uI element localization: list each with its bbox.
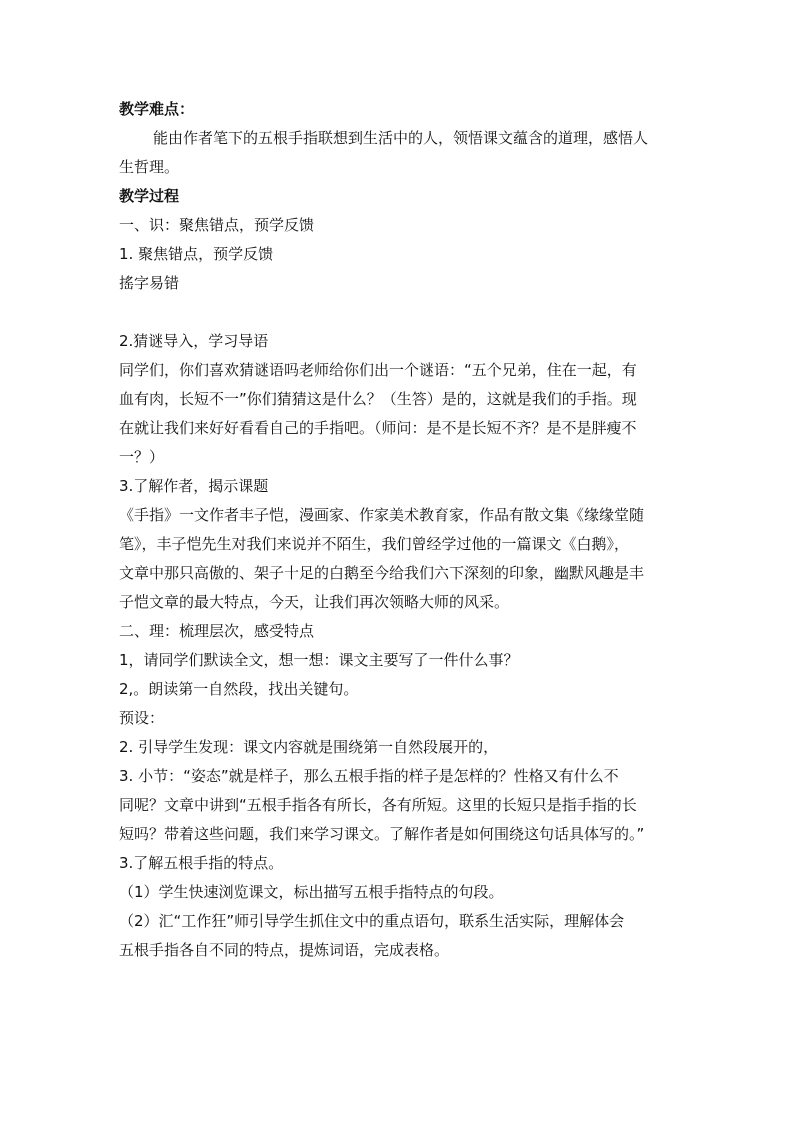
paragraph-line: 能由作者笔下的五根手指联想到生活中的人，领悟课文蕴含的道理，感悟人	[153, 129, 649, 147]
heading-teaching-difficulty: 教学难点：	[119, 100, 195, 118]
paragraph-line: 五根手指各自不同的特点，提炼词语，完成表格。	[119, 941, 450, 959]
paragraph-line: 文章中那只高傲的、架子十足的白鹅至今给我们六下深刻的印象，幽默风趣是丰	[119, 564, 645, 582]
section-heading: 一、识：聚焦错点，预学反馈	[119, 216, 315, 234]
paragraph-line: 搖字易错	[119, 274, 180, 292]
paragraph-line: 一？）	[119, 448, 165, 466]
paragraph-line: 笔》，丰子恺先生对我们来说并不陌生，我们曾经学过他的一篇课文《白鹅》，	[119, 535, 630, 553]
paragraph-line: 同学们，你们喜欢猜谜语吗老师给你们出一个谜语：“五个兄弟，住在一起，有	[119, 361, 637, 379]
document-page	[119, 95, 679, 965]
subsection-heading: 3.了解作者，揭示课题	[119, 477, 269, 495]
subsection-heading: 2.猜谜导入，学习导语	[119, 332, 269, 350]
paragraph-line: 生哲理。	[119, 158, 180, 176]
paragraph-line: 短吗？带着这些问题，我们来学习课文。了解作者是如何围绕这句话具体写的。”	[119, 825, 645, 843]
paragraph-line: 2. 引导学生发现：课文内容就是围绕第一自然段展开的，	[119, 738, 499, 756]
paragraph-line: 同呢？文章中讲到“五根手指各有所长，各有所短。这里的长短只是指手指的长	[119, 796, 637, 814]
paragraph-line: 子恺文章的最大特点，今天，让我们再次领略大师的风采。	[119, 593, 510, 611]
paragraph-line: 《手指》一文作者丰子恺，漫画家、作家美术教育家，作品有散文集《缘缘堂随	[119, 506, 645, 524]
paragraph-line: （1）学生快速浏览课文，标出描写五根手指特点的句段。	[119, 883, 504, 901]
paragraph-line: 预设：	[119, 709, 165, 727]
paragraph-line: 血有肉，长短不一”你们猜猜这是什么？（生答）是的，这就是我们的手指。现	[119, 390, 637, 408]
heading-teaching-process: 教学过程	[119, 187, 180, 205]
subsection-heading: 1. 聚焦错点，预学反馈	[119, 245, 274, 263]
blank-line	[119, 298, 679, 327]
paragraph-line: 1，请同学们默读全文，想一想：课文主要写了一件什么事？	[119, 651, 519, 669]
paragraph-line: 在就让我们来好好看看自己的手指吧。（师问：是不是长短不齐？是不是胖瘦不	[119, 419, 637, 437]
paragraph-line: （2）汇“工作狂”师引导学生抓住文中的重点语句，联系生活实际，理解体会	[119, 912, 625, 930]
section-heading: 二、理：梳理层次，感受特点	[119, 622, 315, 640]
paragraph-line: 2,。朗读第一自然段，找出关键句。	[119, 680, 359, 698]
paragraph-line: 3. 小节：“姿态”就是样子，那么五根手指的样子是怎样的？性格又有什么不	[119, 767, 619, 785]
subsection-heading: 3.了解五根手指的特点。	[119, 854, 284, 872]
